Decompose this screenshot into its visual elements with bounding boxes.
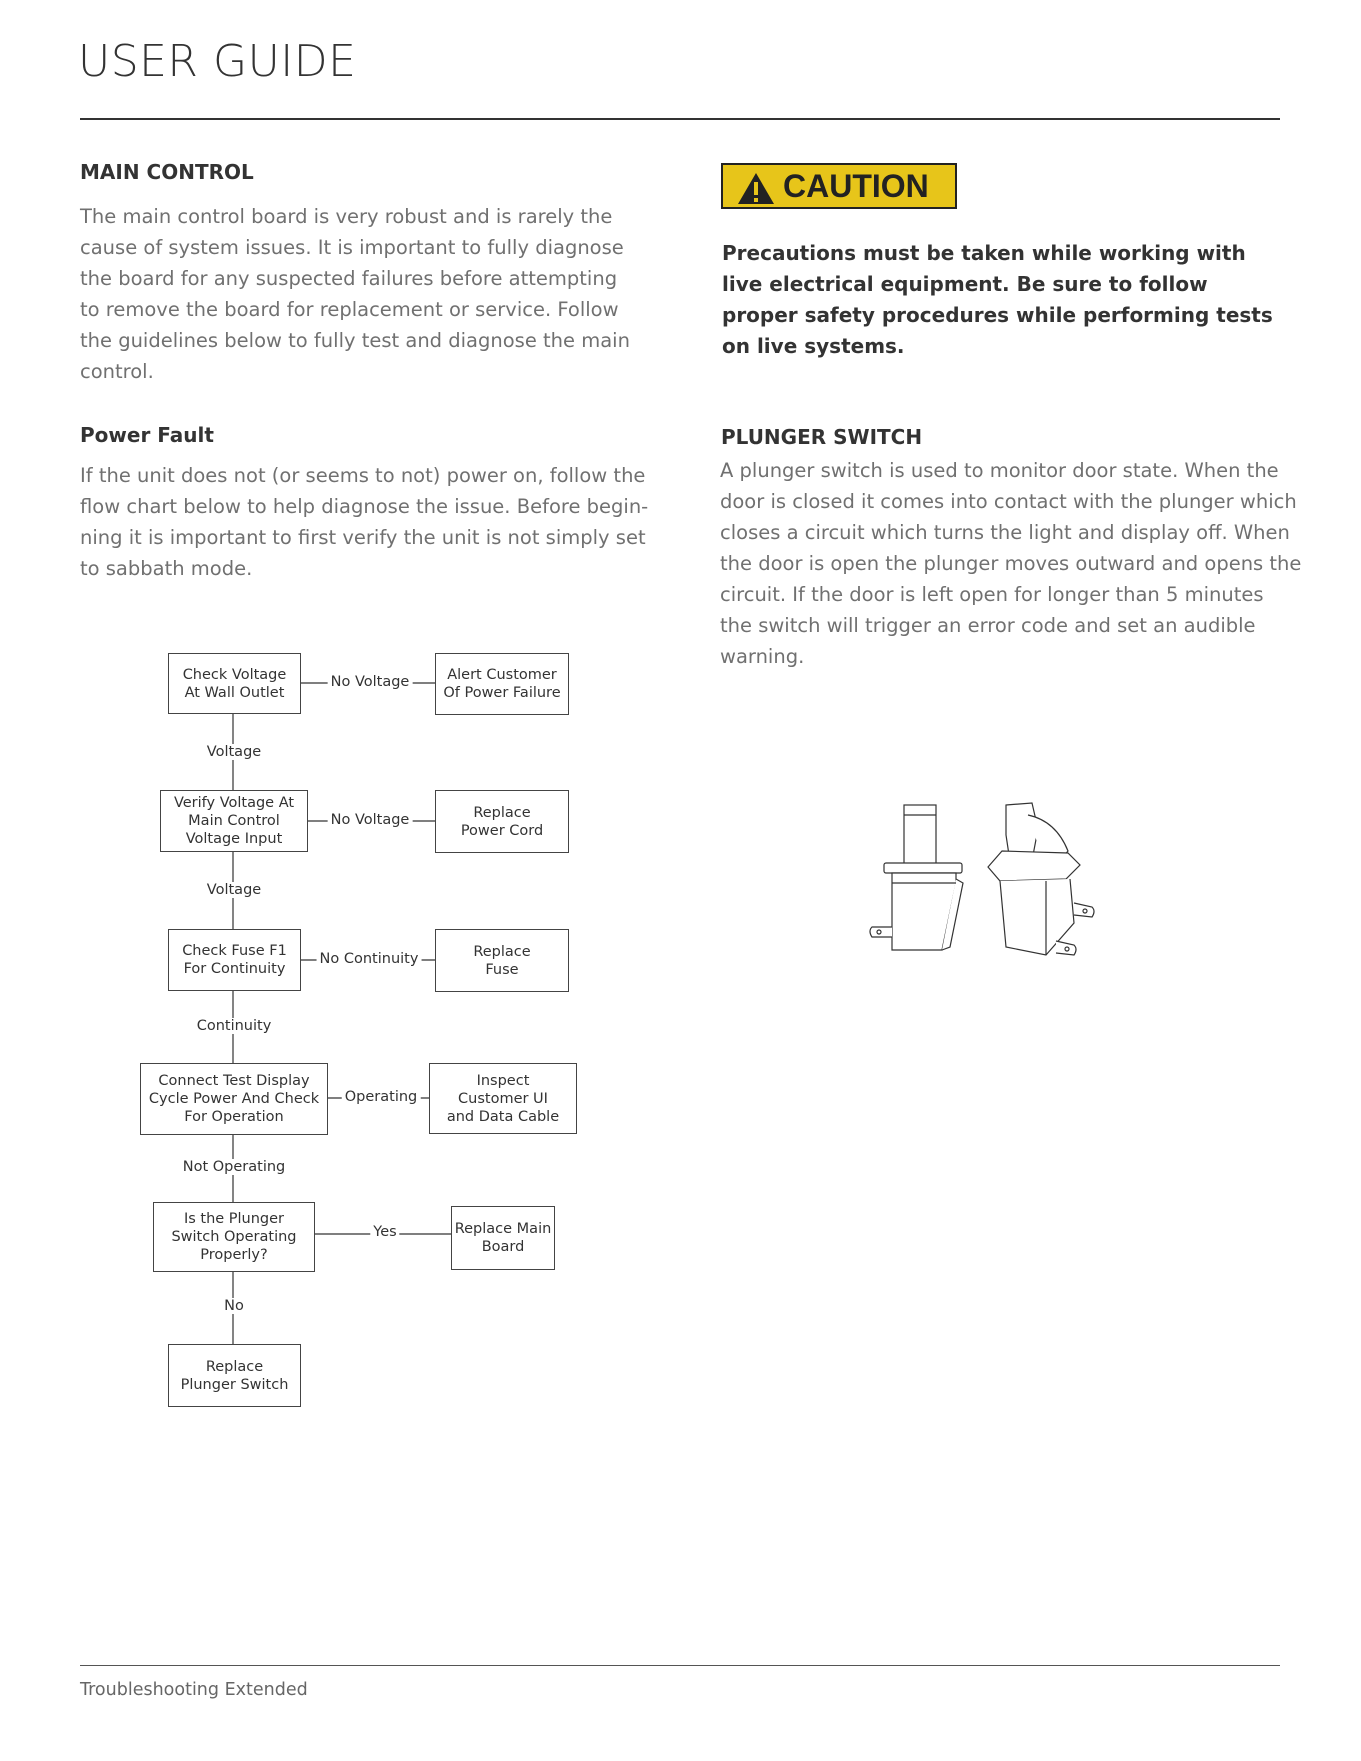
main-control-line: cause of system issues. It is important to fully diagnose [80, 236, 624, 259]
main-control-line: to remove the board for replacement or service. Follow [80, 298, 619, 321]
flow-step-plunger-check [153, 1202, 315, 1272]
flow-step-text: Switch Operating [171, 1229, 297, 1245]
power-fault-line: ning it is important to first verify the unit is not simply set [80, 526, 646, 549]
flow-label-no-voltage: No Voltage [328, 812, 413, 828]
flow-action-text: Fuse [485, 961, 519, 978]
main-control-line: the guidelines below to fully test and diagnose the main [80, 329, 630, 352]
flow-action-replace-fuse [435, 929, 569, 992]
flow-label-voltage: Voltage [204, 744, 264, 760]
plunger-line: closes a circuit which turns the light and display off. When [720, 521, 1290, 544]
power-fault-line: to sabbath mode. [80, 557, 253, 580]
flow-step-text: Plunger Switch [180, 1376, 289, 1393]
flow-action-text: Replace [473, 943, 531, 960]
power-fault-heading: Power Fault [80, 423, 214, 447]
main-control-line: control. [80, 360, 154, 383]
caution-line: on live systems. [722, 334, 905, 358]
flow-label-no: No [221, 1298, 247, 1314]
flow-label-voltage: Voltage [204, 882, 264, 898]
flow-action-text: Customer UI [458, 1090, 548, 1107]
flow-step-text: For Continuity [183, 961, 286, 977]
flow-action-text: Power Cord [460, 822, 544, 839]
flow-step-text: Voltage Input [185, 831, 283, 847]
flow-step-text: Main Control [188, 813, 280, 829]
flow-step-replace-plunger [168, 1344, 301, 1407]
flow-step-text: Is the Plunger [183, 1211, 285, 1227]
flow-step-text: At Wall Outlet [184, 684, 285, 701]
plunger-switch-heading: PLUNGER SWITCH [721, 425, 923, 449]
flow-action-replace-power-cord [435, 790, 569, 853]
plunger-line: warning. [720, 645, 805, 668]
flow-action-text: Inspect [476, 1072, 530, 1089]
flow-step-text: For Operation [184, 1109, 284, 1125]
footer-rule [80, 1665, 1280, 1666]
flow-step-text: Verify Voltage At [173, 795, 295, 811]
flow-action-text: Alert Customer [447, 667, 557, 683]
flow-action-text: Replace [473, 804, 531, 821]
plunger-line: A plunger switch is used to monitor door state. When the [720, 459, 1279, 482]
main-control-line: The main control board is very robust and is rarely the [80, 205, 613, 228]
flow-action-text: Of Power Failure [443, 685, 561, 701]
main-control-line: the board for any suspected failures before attempting [80, 267, 618, 290]
flow-step-text: Check Voltage [182, 666, 287, 683]
flow-action-inspect-ui [429, 1063, 577, 1134]
flow-step-text: Connect Test Display [158, 1073, 310, 1089]
flow-label-no-voltage: No Voltage [328, 674, 413, 690]
flow-action-text: Replace Main [454, 1221, 552, 1237]
caution-line: live electrical equipment. Be sure to follow [722, 272, 1208, 296]
flow-step-text: Replace [205, 1358, 264, 1375]
plunger-line: the door is open the plunger moves outward and opens the [720, 552, 1302, 575]
power-fault-line: If the unit does not (or seems to not) power on, follow the [80, 464, 646, 487]
flow-step-check-fuse [168, 929, 301, 991]
flow-label-continuity: Continuity [194, 1018, 275, 1034]
flow-step-connect-display [140, 1063, 328, 1135]
flow-action-text: Board [481, 1239, 525, 1255]
flow-action-text: and Data Cable [446, 1108, 560, 1125]
plunger-line: door is closed it comes into contact with the plunger which [720, 490, 1297, 513]
flow-label-yes: Yes [370, 1224, 399, 1240]
power-fault-line: flow chart below to help diagnose the issue. Before begin- [80, 495, 649, 518]
caution-line: proper safety procedures while performing tests [722, 303, 1273, 327]
flow-label-operating: Operating [342, 1089, 421, 1105]
flow-action-alert-customer [435, 653, 569, 715]
flow-step-text: Check Fuse F1 [182, 943, 287, 959]
flow-label-not-operating: Not Operating [180, 1159, 289, 1175]
flow-step-text: Properly? [200, 1247, 268, 1263]
flow-action-replace-main-board [451, 1206, 555, 1270]
plunger-line: the switch will trigger an error code and set an audible [720, 614, 1256, 637]
main-control-heading: MAIN CONTROL [80, 160, 254, 184]
page-title: USER GUIDE [78, 36, 357, 87]
flow-label-no-continuity: No Continuity [317, 951, 422, 967]
flow-step-text: Cycle Power And Check [148, 1091, 320, 1107]
plunger-line: circuit. If the door is left open for longer than 5 minutes [720, 583, 1264, 606]
footer-text: Troubleshooting Extended [80, 1680, 308, 1700]
flow-step-verify-voltage [160, 790, 308, 852]
caution-label: CAUTION [783, 168, 929, 204]
flow-step-check-voltage [168, 653, 301, 714]
caution-line: Precautions must be taken while working with [722, 241, 1246, 265]
